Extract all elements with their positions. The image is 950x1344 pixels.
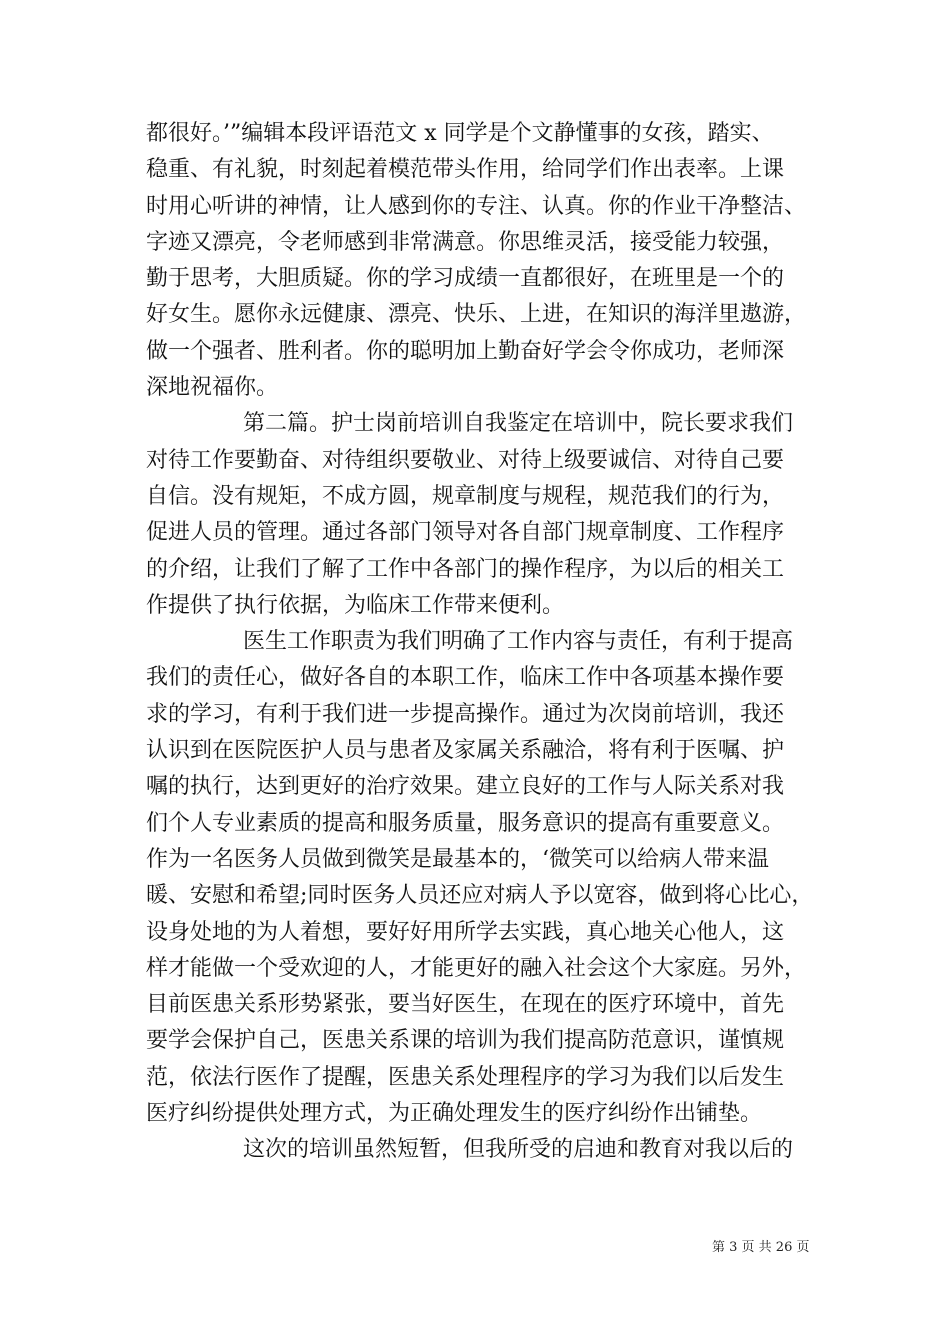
text-line: 促进人员的管理。通过各部门领导对各自部门规章制度、工作程序: [146, 520, 785, 546]
text-line: 认识到在医院医护人员与患者及家属关系融洽，将有利于医嘱、护: [146, 738, 785, 764]
text-line: 嘱的执行，达到更好的治疗效果。建立良好的工作与人际关系对我: [146, 774, 785, 800]
text-line: 的介绍，让我们了解了工作中各部门的操作程序，为以后的相关工: [146, 556, 785, 582]
text-line: 作提供了执行依据，为临床工作带来便利。: [146, 592, 565, 618]
text-line: 要学会保护自己，医患关系课的培训为我们提高防范意识，谨慎规: [146, 1028, 785, 1054]
text-line: 范，依法行医作了提醒，医患关系处理程序的学习为我们以后发生: [146, 1064, 785, 1090]
text-line: 时用心听讲的神情，让人感到你的专注、认真。你的作业干净整洁、: [146, 193, 807, 219]
text-line: 都很好。’”编辑本段评语范文 x 同学是个文静懂事的女孩，踏实、: [146, 121, 774, 146]
text-line: 做一个强者、胜利者。你的聪明加上勤奋好学会令你成功，老师深: [146, 338, 785, 364]
text-line: 作为一名医务人员做到微笑是最基本的，‘微笑可以给病人带来温: [146, 846, 769, 872]
text-line: 医疗纠纷提供处理方式，为正确处理发生的医疗纠纷作出铺垫。: [146, 1101, 763, 1127]
text-line: 设身处地的为人着想，要好好用所学去实践，真心地关心他人，这: [146, 919, 785, 945]
text-line: 们个人专业素质的提高和服务质量，服务意识的提高有重要意义。: [146, 810, 785, 836]
text-line: 我们的责任心，做好各自的本职工作，临床工作中各项基本操作要: [146, 665, 785, 691]
text-line: 暖、安慰和希望;同时医务人员还应对病人予以宽容，做到将心比心，: [146, 883, 814, 909]
body-text: [146, 116, 816, 1169]
text-line: 求的学习，有利于我们进一步提高操作。通过为次岗前培训，我还: [146, 701, 785, 727]
text-line: 稳重、有礼貌，时刻起着模范带头作用，给同学们作出表率。上课: [146, 157, 785, 183]
text-line: 对待工作要勤奋、对待组织要敬业、对待上级要诚信、对待自己要: [146, 447, 785, 473]
text-line: 字迹又漂亮，令老师感到非常满意。你思维灵活，接受能力较强，: [146, 229, 785, 255]
paragraph-first-line: 这次的培训虽然短暂，但我所受的启迪和教育对我以后的: [243, 1137, 794, 1163]
paragraph-first-line: 医生工作职责为我们明确了工作内容与责任，有利于提高: [243, 629, 794, 655]
page-number-footer: 第 3 页 共 26 页: [712, 1240, 810, 1255]
text-line: 好女生。愿你永远健康、漂亮、快乐、上进，在知识的海洋里遨游，: [146, 302, 807, 328]
paragraph-first-line: 第二篇。护士岗前培训自我鉴定在培训中，院长要求我们: [243, 411, 794, 437]
text-line: 目前医患关系形势紧张，要当好医生，在现在的医疗环境中，首先: [146, 992, 785, 1018]
text-line: 深地祝福你。: [146, 375, 279, 401]
text-line: 自信。没有规矩，不成方圆，规章制度与规程，规范我们的行为，: [146, 483, 785, 509]
text-line: 样才能做一个受欢迎的人，才能更好的融入社会这个大家庭。另外，: [146, 955, 807, 981]
text-line: 勤于思考，大胆质疑。你的学习成绩一直都很好，在班里是一个的: [146, 266, 785, 292]
